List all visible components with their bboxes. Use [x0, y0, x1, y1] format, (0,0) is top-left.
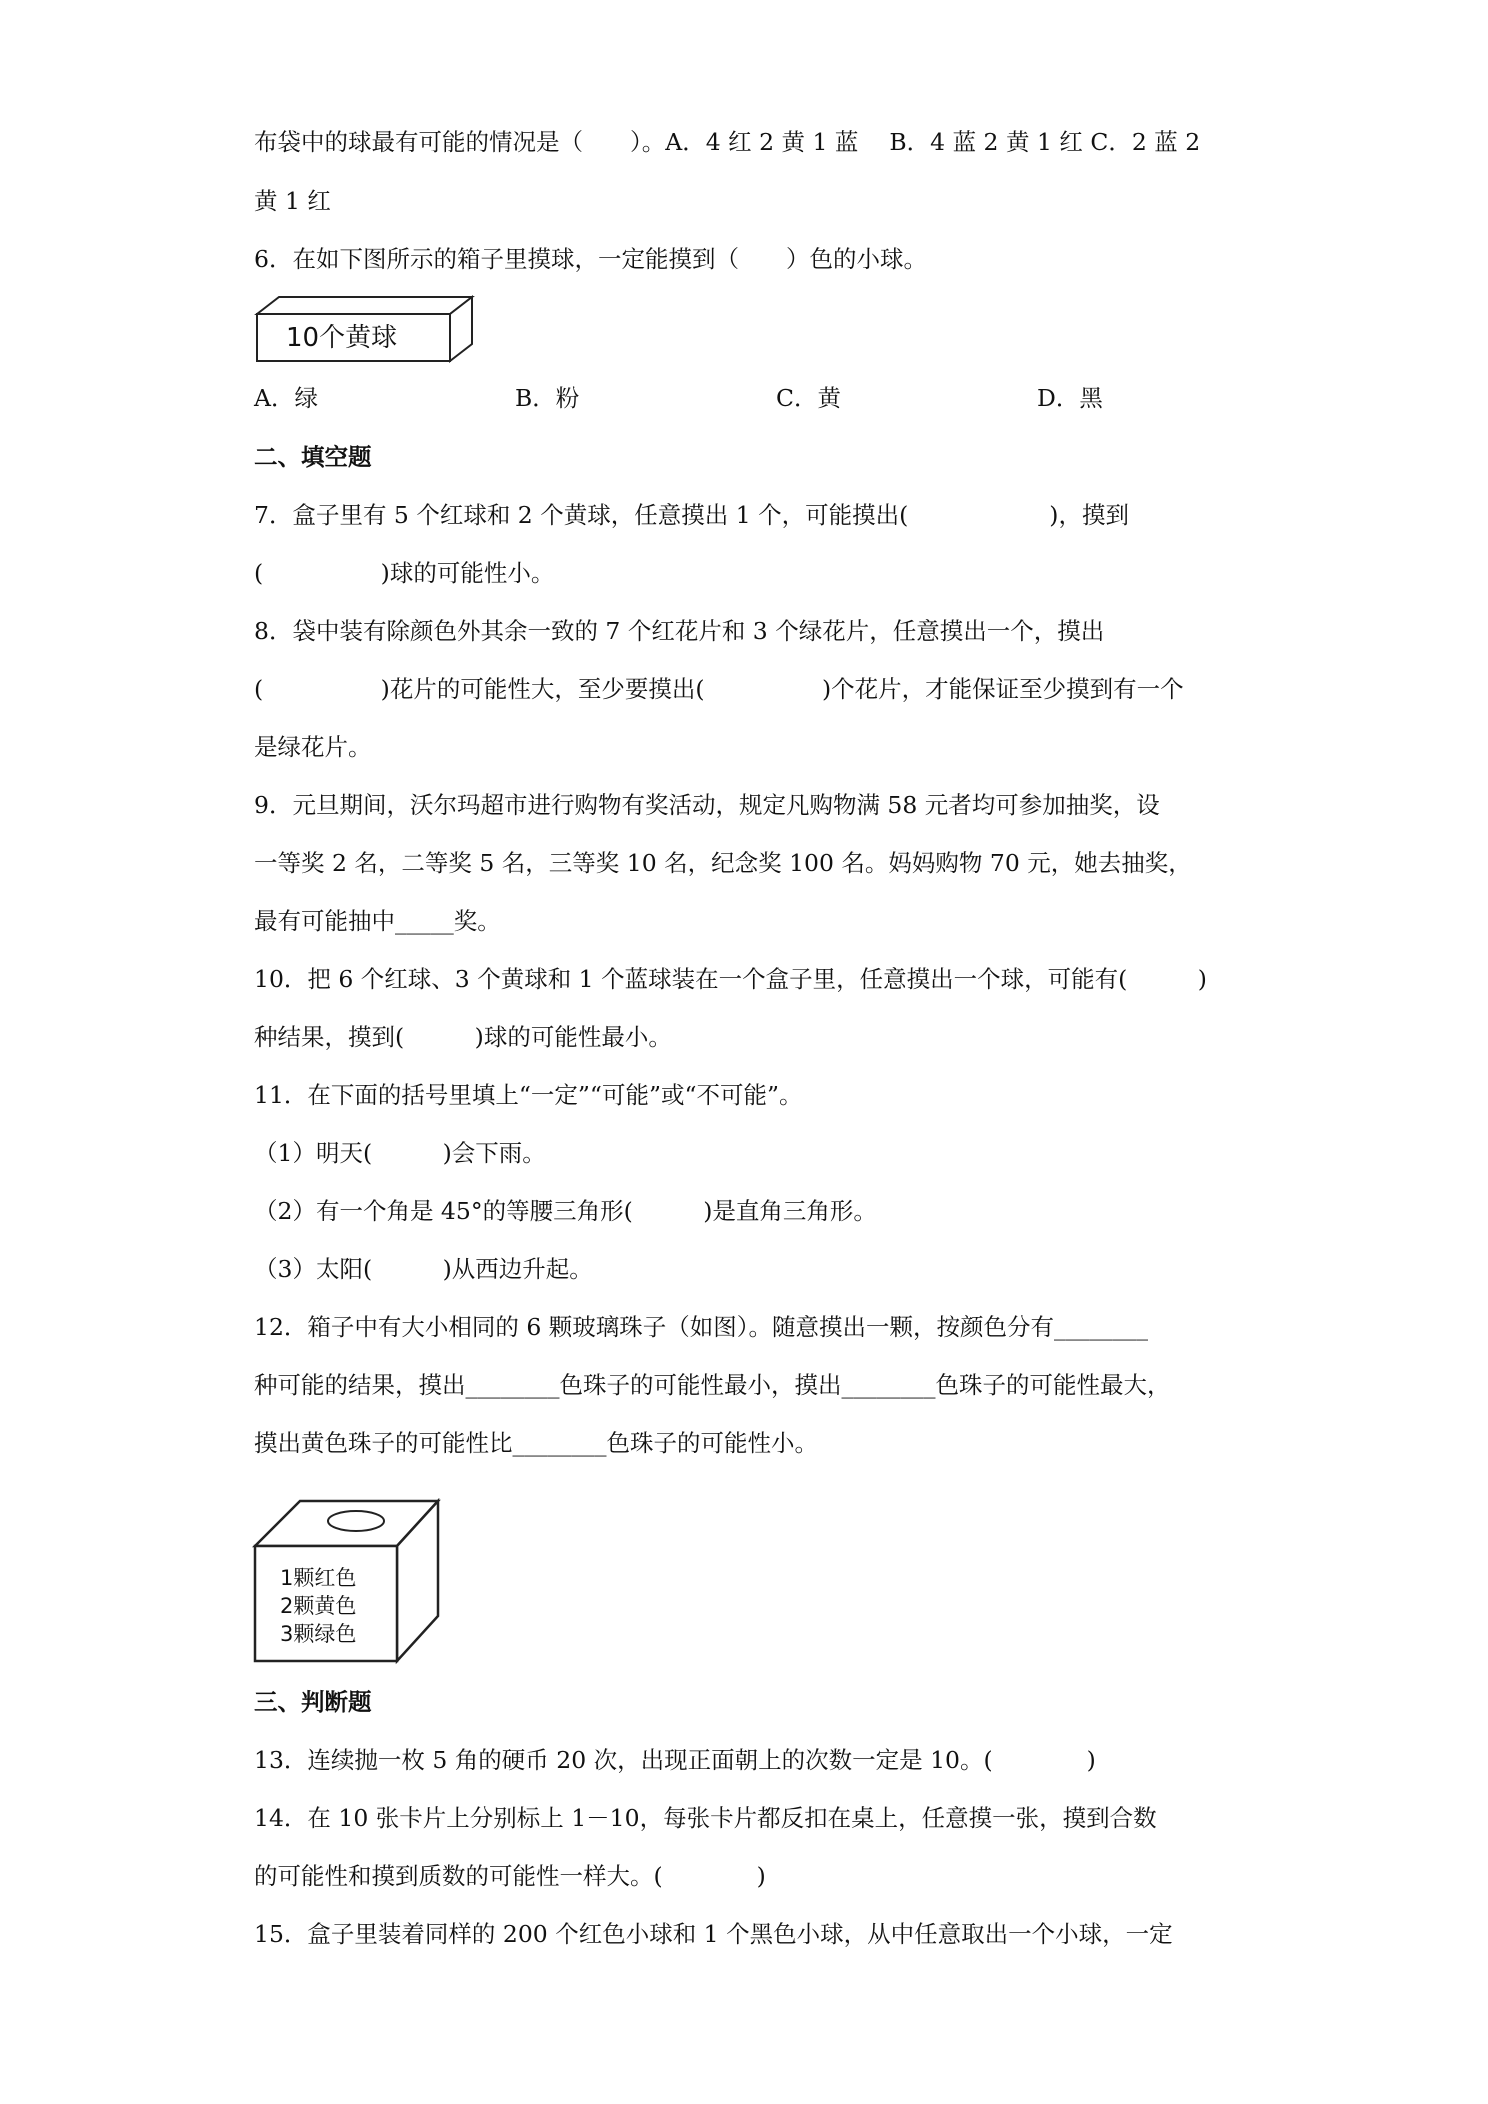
question-8-line-1: 8．袋中装有除颜色外其余一致的 7 个红花片和 3 个绿花片，任意摸出一个，摸出 [254, 617, 1105, 645]
question-8-line-3: 是绿花片。 [254, 733, 372, 761]
question-14-line-1: 14．在 10 张卡片上分别标上 1－10，每张卡片都反扣在桌上，任意摸一张，摸到合数 [254, 1804, 1157, 1832]
question-12-line-1: 12．箱子中有大小相同的 6 颗玻璃珠子（如图）。随意摸出一颗，按颜色分有________ [254, 1313, 1149, 1341]
question-11-part-1: （1）明天( )会下雨。 [254, 1139, 546, 1167]
question-5-options-line-2: 黄 1 红 [254, 187, 331, 215]
question-11-part-3: （3）太阳( )从西边升起。 [254, 1255, 593, 1283]
question-14-line-2: 的可能性和摸到质数的可能性一样大。( ) [254, 1862, 766, 1890]
question-9-line-2: 一等奖 2 名，二等奖 5 名，三等奖 10 名，纪念奖 100 名。妈妈购物 70 元，她去抽奖， [254, 849, 1192, 877]
question-13: 13．连续抛一枚 5 角的硬币 20 次，出现正面朝上的次数一定是 10。( ) [254, 1746, 1096, 1774]
question-15-line-1: 15．盒子里装着同样的 200 个红色小球和 1 个黑色小球，从中任意取出一个小球，一定 [254, 1920, 1173, 1948]
question-8-line-2: ( )花片的可能性大，至少要摸出( )个花片，才能保证至少摸到有一个 [254, 675, 1184, 703]
question-10-line-2: 种结果，摸到( )球的可能性最小。 [254, 1023, 672, 1051]
option-d: D．黑 [1037, 384, 1103, 412]
question-7-line-2: ( )球的可能性小。 [254, 559, 555, 587]
yellow-ball-box-figure [254, 294, 476, 364]
question-12-line-2: 种可能的结果，摸出________色珠子的可能性最小，摸出________色珠子的可能性最大， [254, 1371, 1171, 1399]
box-line-3: 3颗绿色 [280, 1622, 357, 1646]
box-label: 10个黄球 [286, 323, 398, 353]
question-7-line-1: 7．盒子里有 5 个红球和 2 个黄球，任意摸出 1 个，可能摸出( )，摸到 [254, 501, 1129, 529]
option-b: B．粉 [515, 384, 580, 412]
question-11-part-2: （2）有一个角是 45°的等腰三角形( )是直角三角形。 [254, 1197, 877, 1225]
section-fill-in-heading: 二、填空题 [254, 443, 372, 471]
question-12-line-3: 摸出黄色珠子的可能性比________色珠子的可能性小。 [254, 1429, 818, 1457]
question-10-line-1: 10．把 6 个红球、3 个黄球和 1 个蓝球装在一个盒子里，任意摸出一个球，可能有( ) [254, 965, 1207, 993]
question-9-line-1: 9．元旦期间，沃尔玛超市进行购物有奖活动，规定凡购物满 58 元者均可参加抽奖，设 [254, 791, 1160, 819]
option-a: A．绿 [254, 384, 318, 412]
question-6: 6．在如下图所示的箱子里摸球，一定能摸到（ ）色的小球。 [254, 245, 927, 273]
question-11: 11．在下面的括号里填上“一定”“可能”或“不可能”。 [254, 1081, 803, 1109]
box-opening [328, 1511, 384, 1531]
option-c: C．黄 [776, 384, 841, 412]
bead-box-figure [252, 1498, 448, 1668]
section-true-false-heading: 三、判断题 [254, 1688, 372, 1716]
question-5-options-line: 布袋中的球最有可能的情况是（ ）。A．4 红 2 黄 1 蓝 B．4 蓝 2 黄 1 红 C．2 蓝 2 [254, 128, 1201, 156]
box-line-1: 1颗红色 [280, 1566, 357, 1590]
box-line-2: 2颗黄色 [280, 1594, 357, 1618]
question-9-line-3: 最有可能抽中_____奖。 [254, 907, 501, 935]
